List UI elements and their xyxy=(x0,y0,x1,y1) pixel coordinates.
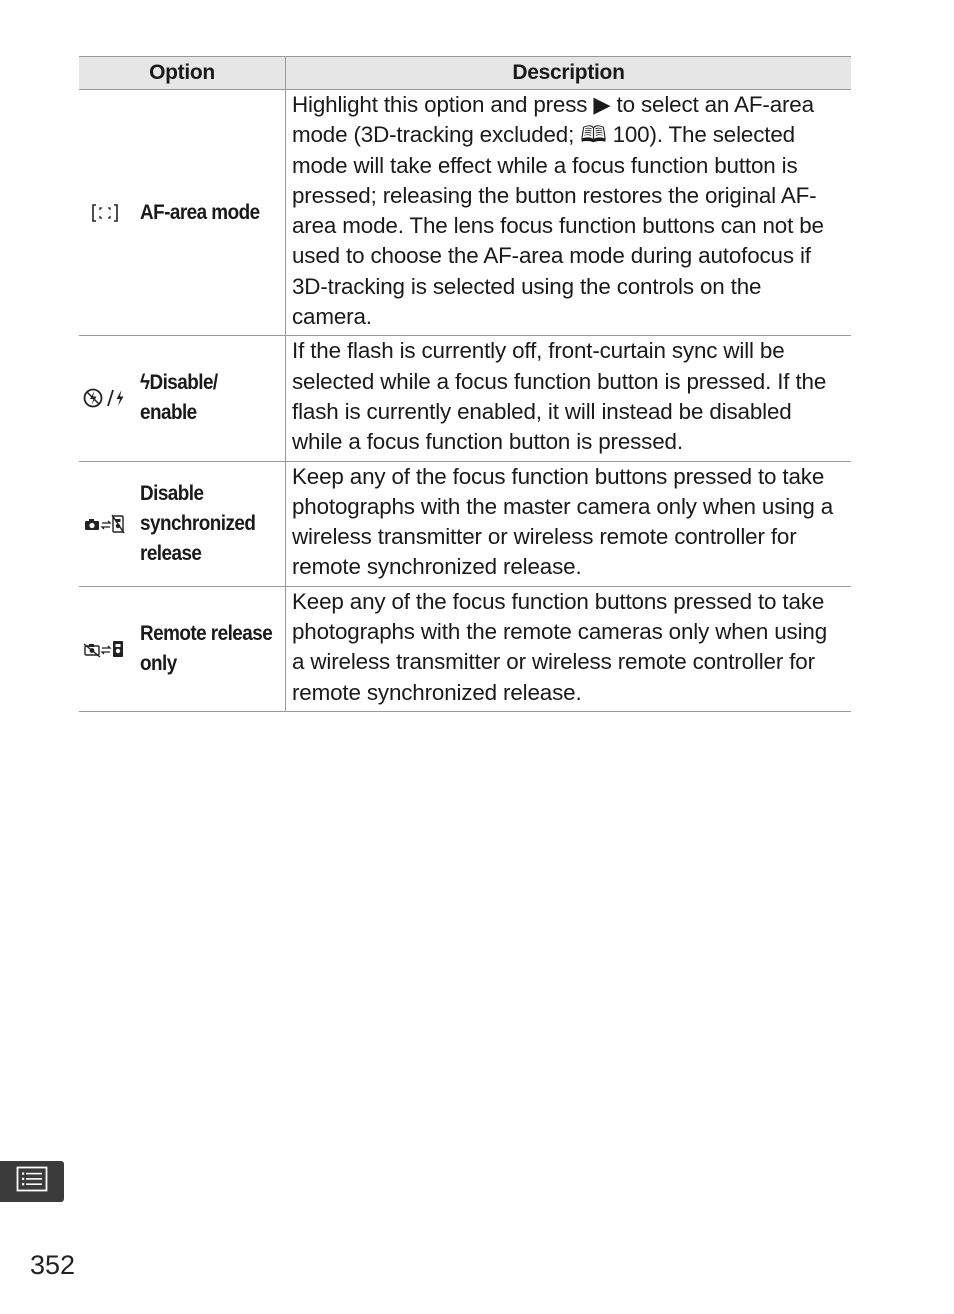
table-header-row xyxy=(79,57,851,90)
table-row xyxy=(79,90,851,336)
menu-list-icon xyxy=(16,1166,48,1197)
options-table xyxy=(79,56,851,712)
disable-sync-release-icon xyxy=(79,512,131,536)
option-label-line: release xyxy=(140,541,202,565)
option-label-line: ϟDisable/ xyxy=(140,371,218,395)
option-label xyxy=(140,198,260,228)
option-label xyxy=(140,368,218,428)
description-cell xyxy=(286,90,852,336)
table-row xyxy=(79,586,851,711)
option-label xyxy=(140,619,272,679)
option-cell xyxy=(79,90,286,336)
flash-disable-enable-icon xyxy=(79,387,131,409)
header-option: Option xyxy=(79,57,286,90)
option-label-line: synchronized xyxy=(140,511,256,535)
description-cell xyxy=(286,336,852,461)
af-area-bracket-icon xyxy=(79,203,131,223)
table-row xyxy=(79,461,851,586)
option-description: Keep any of the focus function buttons pressed to take photographs with the master camera only when using a wireless transmitter or wireless remote controller for remote synchronized release. xyxy=(292,463,834,580)
option-description: If the flash is currently off, front-curtain sync will be selected while a focus function button is pressed. If the flash is currently enabled, it will instead be disabled while a focus function button is pressed. xyxy=(292,338,827,455)
option-label-line: AF-area mode xyxy=(140,200,260,224)
remote-release-only-icon xyxy=(79,637,131,661)
page-number: 352 xyxy=(30,1250,76,1280)
option-cell xyxy=(79,586,286,711)
option-label-line: only xyxy=(140,651,177,675)
description-cell xyxy=(286,586,852,711)
option-cell xyxy=(79,461,286,586)
option-label-line: enable xyxy=(140,401,197,425)
option-label-line: Remote release xyxy=(140,621,273,645)
option-label xyxy=(140,479,255,569)
option-description: Highlight this option and press ▶ to select an AF-area mode (3D-tracking excluded; 🕮 100). The selected mode will take effect while a focus function button is pressed; releasing the button restores the original AF-area mode. The lens focus function buttons can not be used to choose the AF-area mode during autofocus if 3D-tracking is selected using the controls on the camera. xyxy=(292,92,824,330)
option-description: Keep any of the focus function buttons pressed to take photographs with the remote cameras only when using a wireless transmitter or wireless remote controller for remote synchronized release. xyxy=(292,588,828,705)
option-cell xyxy=(79,336,286,461)
description-cell xyxy=(286,461,852,586)
option-label-line: Disable xyxy=(140,481,204,505)
table-row xyxy=(79,336,851,461)
menu-guide-tab[interactable] xyxy=(0,1161,64,1202)
header-description: Description xyxy=(286,57,852,90)
